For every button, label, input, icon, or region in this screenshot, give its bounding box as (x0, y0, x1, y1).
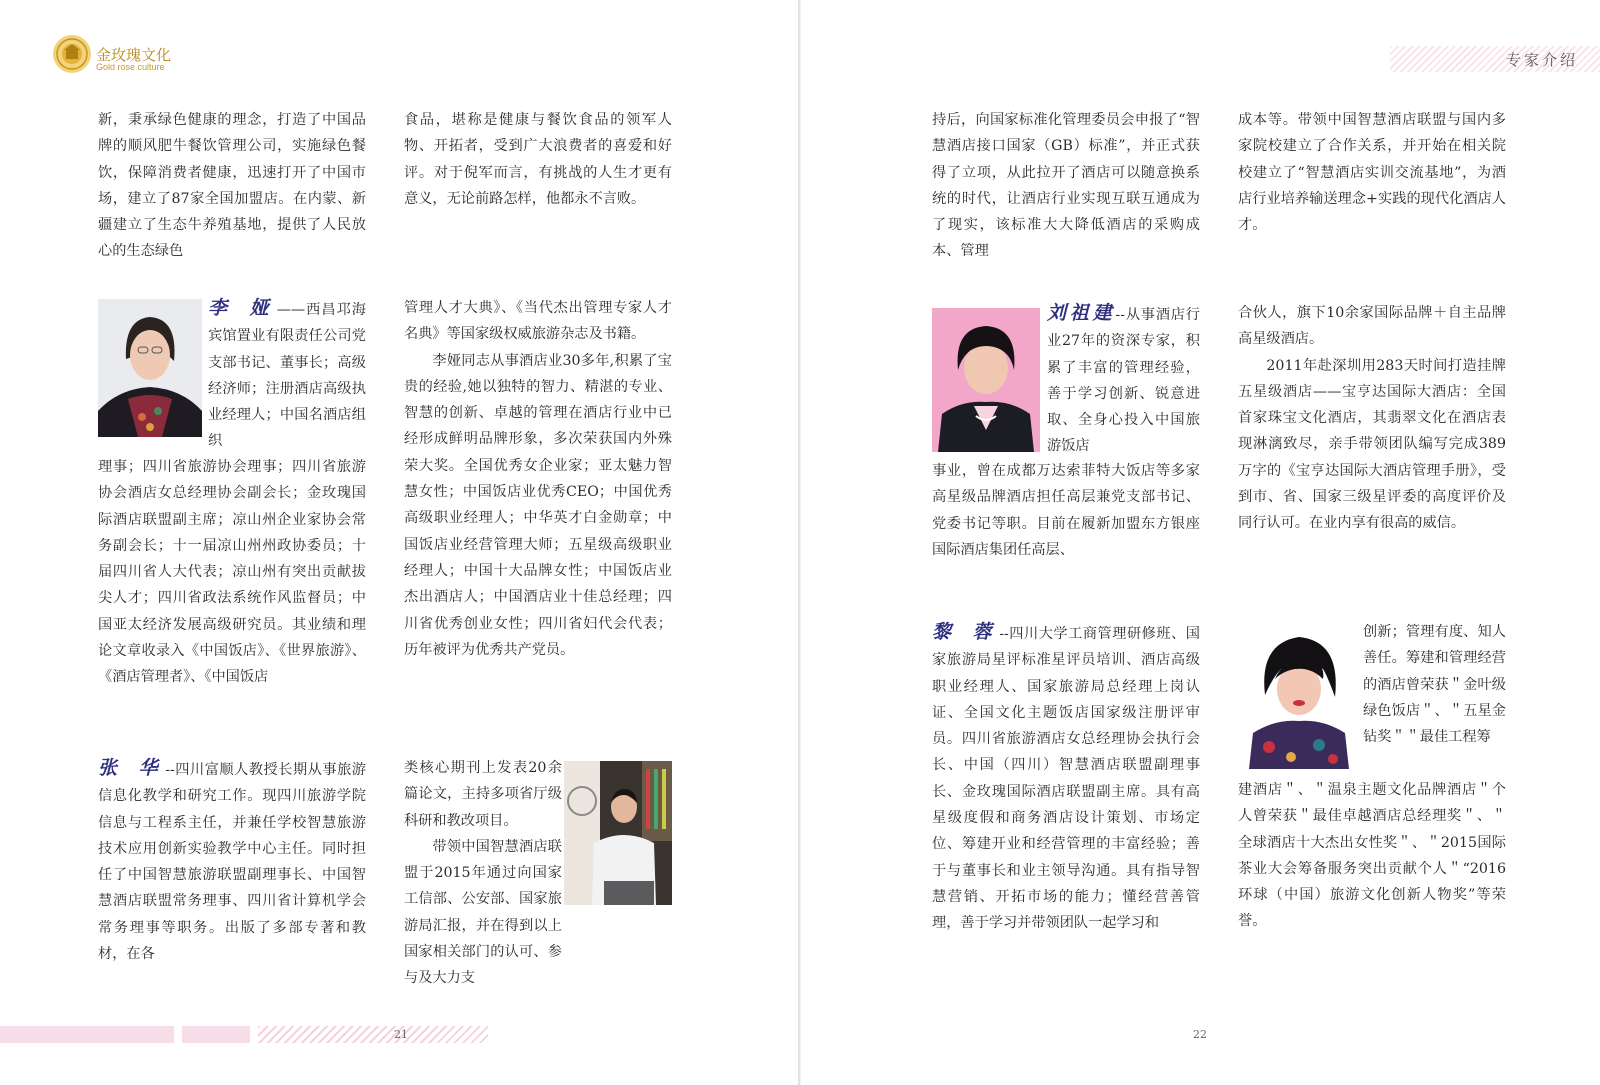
zhang-hua-alliance: 带领中国智慧酒店联盟于2015年通过向国家工信部、公安部、国家旅游局汇报，并在得到以上国家相关部门的认可、参与及大力支 (404, 838, 562, 987)
li-ya-publications: 管理人才大典》、《当代杰出管理专家人才名典》等国家级权威旅游杂志及书籍。 (404, 300, 672, 343)
intro-text: 新，秉承绿色健康的理念，打造了中国品牌的顺风肥牛餐饮管理公司，实施绿色餐饮，保障消费者健康，迅速打开了中国市场，建立了87家全国加盟店。在内蒙、新疆建立了生态牛养殖基地，提供了人民放心的生态绿色 (98, 112, 366, 260)
portrait-image (564, 761, 672, 905)
intro-text: 持后，向国家标准化管理委员会申报了“智慧酒店接口国家（GB）标准”，并正式获得了立项，从此拉开了酒店可以随意换系统的时代，让酒店行业实现互联互通成为了现实，该标准大大降低酒店的采购成本、管理 (932, 112, 1200, 260)
li-rong-bio-text: --四川大学工商管理研修班、国家旅游局星评标准星评员培训、酒店高级职业经理人、国家旅游局总经理上岗认证、全国文化主题饭店国家级注册评审员。四川省旅游酒店女总经理协会执行会长、中国（四川）智慧酒店联盟副理事长、金玫瑰国际酒店联盟副主席。具有高星级度假和商务酒店设计策划、市场定位、筹建开业和经营管理的丰富经验；善于与董事长和业主领导沟通。具有指导智慧营销、开拓市场的能力；懂经营善管理，善于学习并带领团队一起学习和 (932, 626, 1200, 932)
liu-zujian-portrait (932, 308, 1040, 452)
zhang-hua-portrait (564, 761, 672, 905)
li-rong-honors: 建酒店＂、＂温泉主题文化品牌酒店＂个人曾荣获＂最佳卓越酒店总经理奖＂、＂全球酒店十大杰出女性奖＂、＂2015国际茶业大会筹备服务突出贡献个人＂“2016环球（中国）旅游文化创新人物奖”等荣誉。 (1238, 782, 1506, 930)
intro-column-right (404, 107, 672, 212)
footer-decoration-bar (0, 1026, 174, 1043)
liu-zujian-achievements: 2011年赴深圳用283天时间打造挂牌五星级酒店——宝亨达国际大酒店：全国首家珠宝文化酒店，其翡翠文化在酒店表现淋漓致尽，亲手带领团队编写完成389万字的《宝亨达国际大酒店管理手册》，受到市、省、国家三级星评委的高度评价及同行认可。在业内享有很高的威信。 (1238, 357, 1506, 532)
liu-zujian-bio-text: --从事酒店行业27年的资深专家，积累了丰富的管理经验，善于学习创新、锐意进取、全身心投入中国旅游饭店 (1047, 307, 1200, 455)
li-ya-bio-lead (208, 295, 366, 455)
zhang-hua-papers: 类核心期刊上发表20余篇论文，主持多项省厅级科研和教改项目。 (404, 760, 562, 829)
footer-decoration-bar (182, 1026, 250, 1043)
liu-zujian-bio-text: 事业，曾在成都万达索菲特大饭店等多家高星级品牌酒店担任高层兼党支部书记、党委书记等职。目前在履新加盟东方银座国际酒店集团任高层、 (932, 463, 1200, 558)
page-number: 21 (394, 1028, 408, 1041)
intro-text: 食品，堪称是健康与餐饮食品的领军人物、开拓者，受到广大浪费者的喜爱和好评。对于倪军而言，有挑战的人生才更有意义，无论前路怎样，他都永不言败。 (404, 112, 672, 207)
liu-zujian-bio-continued (932, 458, 1200, 563)
liu-zujian-portfolio: 合伙人，旗下10余家国际品牌＋自主品牌高星级酒店。 (1238, 305, 1506, 348)
right-page (801, 0, 1600, 1085)
li-ya-bio-continued (98, 454, 366, 691)
zhang-hua-bio-text: --四川富顺人教授长期从事旅游信息化教学和研究工作。现四川旅游学院信息与工程系主任，并兼任学校智慧旅游技术应用创新实验教学中心主任。同时担任了中国智慧旅游联盟副理事长、中国智慧酒店联盟常务理事、四川省计算机学会常务理事等职务。出版了多部专著和教材，在各 (98, 762, 366, 963)
li-ya-bio-text: 理事；四川省旅游协会理事；四川省旅游协会酒店女总经理协会副会长；金玫瑰国际酒店联盟副主席；凉山州企业家协会常务副会长；十一届凉山州州政协委员；十届四川省人大代表；凉山州有突出贡献拔尖人才；四川省政法系统作风监督员；中国亚太经济发展高级研究员。其业绩和理论文章收录入《中国饭店》、《世界旅游》、《酒店管理者》、《中国饭店 (98, 459, 366, 686)
liu-zujian-bio-lead (1047, 300, 1200, 460)
portrait-image (98, 299, 202, 437)
zhang-hua-column-right (404, 755, 562, 992)
brand-name-en: Gold rose culture (96, 62, 165, 72)
li-rong-bio (932, 619, 1200, 937)
portrait-image (1245, 625, 1353, 769)
li-rong-portrait (1245, 625, 1353, 769)
section-title: 专家介绍 (1505, 51, 1578, 69)
intro-text: 成本等。带领中国智慧酒店联盟与国内多家院校建立了合作关系，并开始在相关院校建立了“智慧酒店实训交流基地”，为酒店行业培养输送理念+实践的现代化酒店人才。 (1238, 112, 1506, 234)
gold-rose-emblem-icon (52, 34, 92, 74)
portrait-image (932, 308, 1040, 452)
left-page (0, 0, 798, 1085)
liu-zujian-name: 刘祖建 (1047, 302, 1116, 324)
brand-name-cn: 金玫瑰文化 (96, 46, 172, 64)
li-rong-name: 黎 蓉 (932, 621, 1000, 643)
footer-decoration-hatch (258, 1026, 488, 1043)
liu-zujian-column-right (1238, 300, 1506, 537)
li-ya-bio-text: ——西昌邛海宾馆置业有限责任公司党支部书记、董事长；高级经济师；注册酒店高级执业经理人；中国名酒店组织 (208, 302, 366, 450)
page-number: 22 (1193, 1028, 1207, 1041)
li-ya-achievements: 李娅同志从事酒店业30多年,积累了宝贵的经验,她以独特的智力、精湛的专业、智慧的创新、卓越的管理在酒店行业中已经形成鲜明品牌形象，多次荣获国内外殊荣大奖。全国优秀女企业家；亚太魅力智慧女性；中国饭店业优秀CEO；中国优秀高级职业经理人；中华英才白金勋章；中国饭店业经营管理大师；五星级高级职业经理人；中国十大品牌女性；中国饭店业杰出酒店人；中国酒店业十佳总经理；四川省优秀创业女性；四川省妇代会代表；历年被评为优秀共产党员。 (404, 352, 672, 658)
li-rong-column-right-continued (1238, 777, 1506, 935)
li-ya-name: 李 娅 (208, 297, 277, 319)
li-rong-column-right-lead (1363, 619, 1506, 750)
intro-column-left (932, 107, 1200, 265)
brand-logo (52, 34, 182, 76)
li-ya-portrait (98, 299, 202, 437)
intro-column-left (98, 107, 366, 265)
intro-column-right (1238, 107, 1506, 238)
li-ya-column-right (404, 295, 672, 663)
zhang-hua-name: 张 华 (98, 757, 166, 779)
li-rong-honors: 创新；管理有度、知人善任。筹建和管理经营的酒店曾荣获＂金叶级绿色饭店＂、＂五星金钻奖＂＂最佳工程筹 (1363, 624, 1506, 746)
zhang-hua-bio (98, 755, 366, 967)
